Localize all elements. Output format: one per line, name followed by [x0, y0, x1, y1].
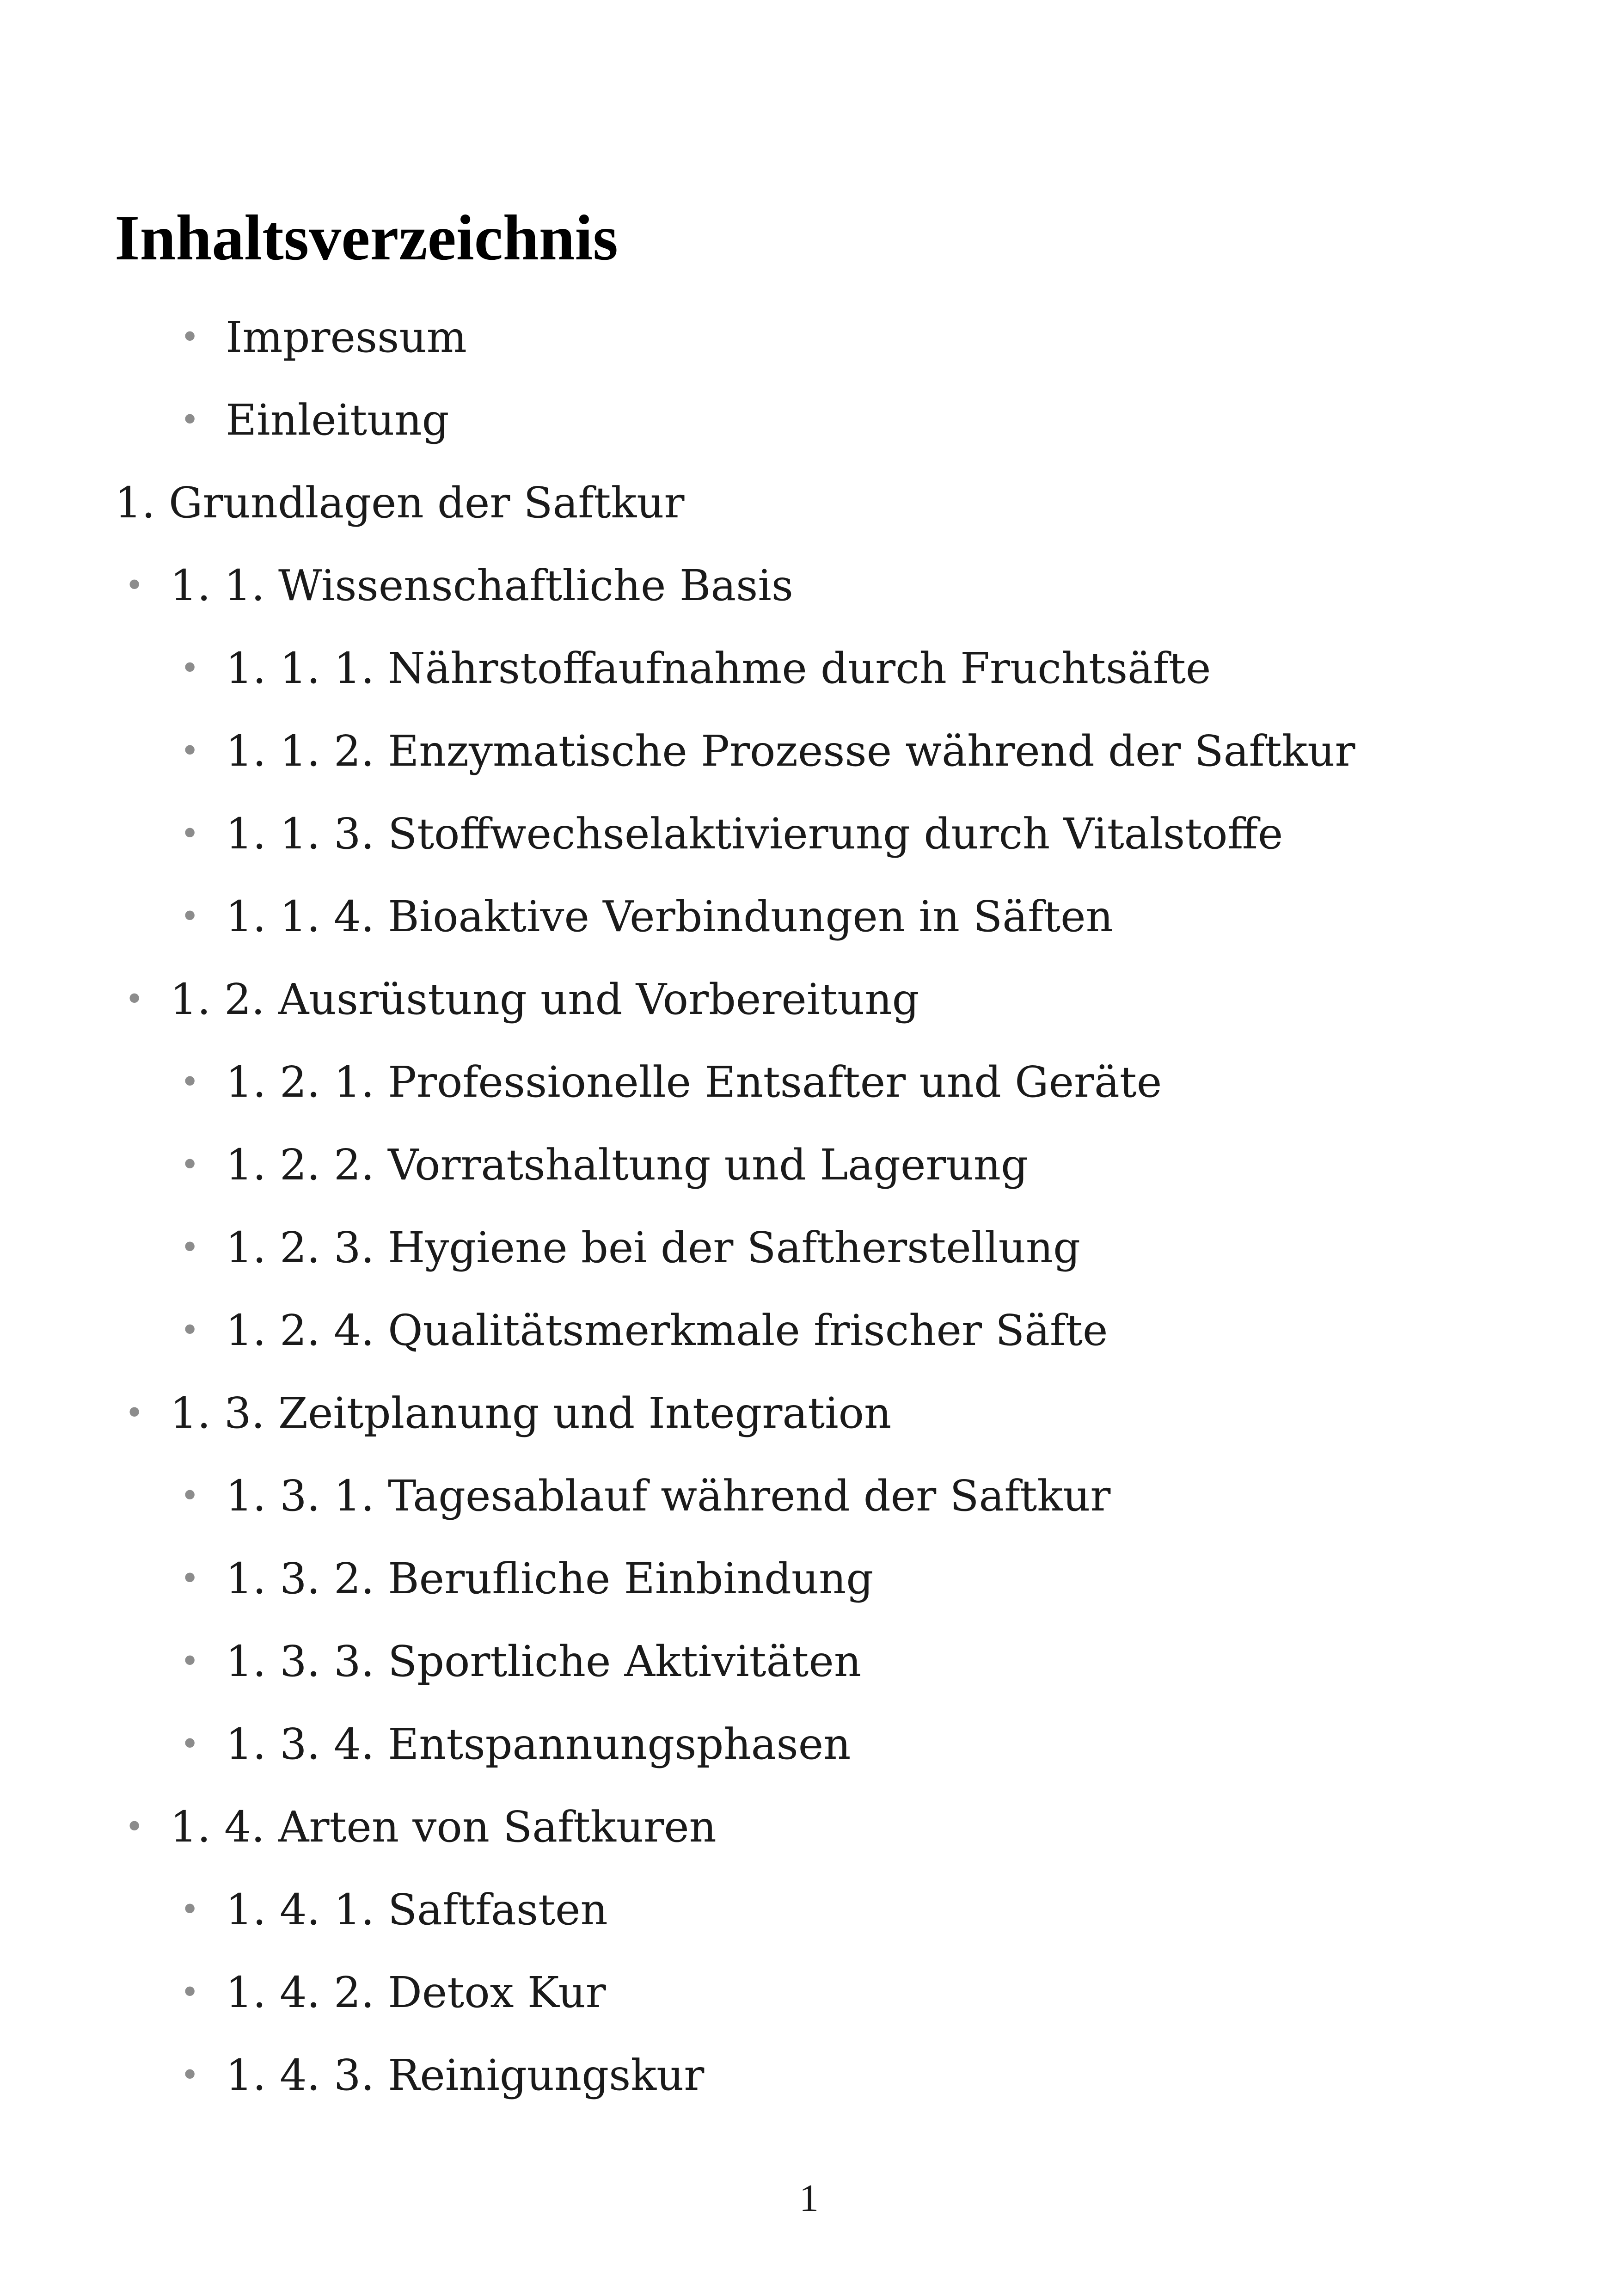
toc-entry[interactable]	[0, 1868, 1618, 1951]
toc-entry[interactable]	[0, 379, 1618, 461]
bullet-icon: •	[180, 1559, 200, 1597]
toc-entry-label: 1. 3. 4. Entspannungsphasen	[226, 1719, 851, 1769]
bullet-icon: •	[180, 2056, 200, 2094]
toc-entry[interactable]	[0, 875, 1618, 958]
toc-entry-label: Impressum	[226, 313, 467, 362]
toc-entry[interactable]	[0, 958, 1618, 1041]
toc-entry-label: 1. 4. 3. Reinigungskur	[226, 2050, 705, 2100]
toc-entry[interactable]	[0, 1206, 1618, 1289]
bullet-icon: •	[180, 815, 200, 853]
toc-entry-label: 1. 3. 1. Tagesablauf während der Saftkur	[226, 1471, 1111, 1521]
bullet-icon: •	[180, 1891, 200, 1928]
toc-entry-label: 1. 4. 2. Detox Kur	[226, 1968, 606, 2017]
toc-entry[interactable]	[0, 1372, 1618, 1455]
toc-entry[interactable]	[0, 2034, 1618, 2117]
toc-entry-label: 1. 3. Zeitplanung und Integration	[170, 1388, 892, 1438]
toc-entry-label: 1. 1. 3. Stoffwechselaktivierung durch Vitalstoffe	[226, 809, 1283, 859]
toc-entry[interactable]	[0, 1041, 1618, 1123]
toc-entry-label: 1. 2. 4. Qualitätsmerkmale frischer Säfte	[226, 1306, 1108, 1355]
bullet-icon: •	[125, 980, 144, 1018]
toc-entry[interactable]	[0, 1289, 1618, 1372]
bullet-icon: •	[180, 318, 200, 356]
toc-entry[interactable]	[0, 1951, 1618, 2034]
bullet-icon: •	[180, 1063, 200, 1101]
toc-entry-label: 1. 1. 2. Enzymatische Prozesse während der Saftkur	[226, 726, 1355, 776]
toc-entry[interactable]	[0, 1455, 1618, 1537]
bullet-icon: •	[180, 1973, 200, 2011]
toc-entry[interactable]	[0, 296, 1618, 379]
bullet-icon: •	[125, 566, 144, 604]
toc-entry[interactable]	[0, 627, 1618, 710]
toc-entry[interactable]	[0, 710, 1618, 792]
toc-entry[interactable]	[0, 792, 1618, 875]
table-of-contents	[0, 296, 1618, 2117]
bullet-icon: •	[125, 1808, 144, 1846]
toc-entry[interactable]	[0, 1537, 1618, 1620]
toc-entry[interactable]	[0, 1786, 1618, 1868]
toc-entry-label: 1. 2. 3. Hygiene bei der Saftherstellung	[226, 1223, 1080, 1272]
toc-entry-label: 1. 1. 4. Bioaktive Verbindungen in Säften	[226, 892, 1113, 941]
toc-entry-label: 1. 4. 1. Saftfasten	[226, 1885, 608, 1934]
bullet-icon: •	[180, 1477, 200, 1515]
bullet-icon: •	[125, 1394, 144, 1432]
toc-entry-label: Einleitung	[226, 395, 449, 445]
bullet-icon: •	[180, 897, 200, 935]
bullet-icon: •	[180, 1146, 200, 1184]
page-number: 1	[799, 2177, 819, 2220]
bullet-icon: •	[180, 401, 200, 439]
toc-entry-label: 1. 4. Arten von Saftkuren	[170, 1802, 717, 1852]
toc-entry-label: 1. 3. 2. Berufliche Einbindung	[226, 1554, 874, 1603]
bullet-icon: •	[180, 1228, 200, 1266]
bullet-icon: •	[180, 732, 200, 770]
toc-entry[interactable]	[0, 1703, 1618, 1786]
toc-entry-label: 1. Grundlagen der Saftkur	[115, 478, 685, 528]
bullet-icon: •	[180, 1642, 200, 1680]
bullet-icon: •	[180, 649, 200, 687]
toc-entry[interactable]	[0, 1123, 1618, 1206]
bullet-icon: •	[180, 1311, 200, 1349]
toc-entry-label: 1. 2. Ausrüstung und Vorbereitung	[170, 975, 919, 1024]
toc-entry[interactable]	[0, 1620, 1618, 1703]
toc-entry-label: 1. 3. 3. Sportliche Aktivitäten	[226, 1637, 862, 1686]
toc-entry-label: 1. 2. 1. Professionelle Entsafter und Geräte	[226, 1057, 1162, 1107]
bullet-icon: •	[180, 1725, 200, 1763]
toc-entry-label: 1. 2. 2. Vorratshaltung und Lagerung	[226, 1140, 1028, 1190]
toc-entry[interactable]	[0, 544, 1618, 627]
toc-entry-label: 1. 1. 1. Nährstoffaufnahme durch Fruchtsäfte	[226, 644, 1211, 693]
toc-entry-label: 1. 1. Wissenschaftliche Basis	[170, 561, 794, 610]
page-title: Inhaltsverzeichnis	[115, 202, 618, 274]
toc-entry[interactable]	[0, 461, 1618, 544]
